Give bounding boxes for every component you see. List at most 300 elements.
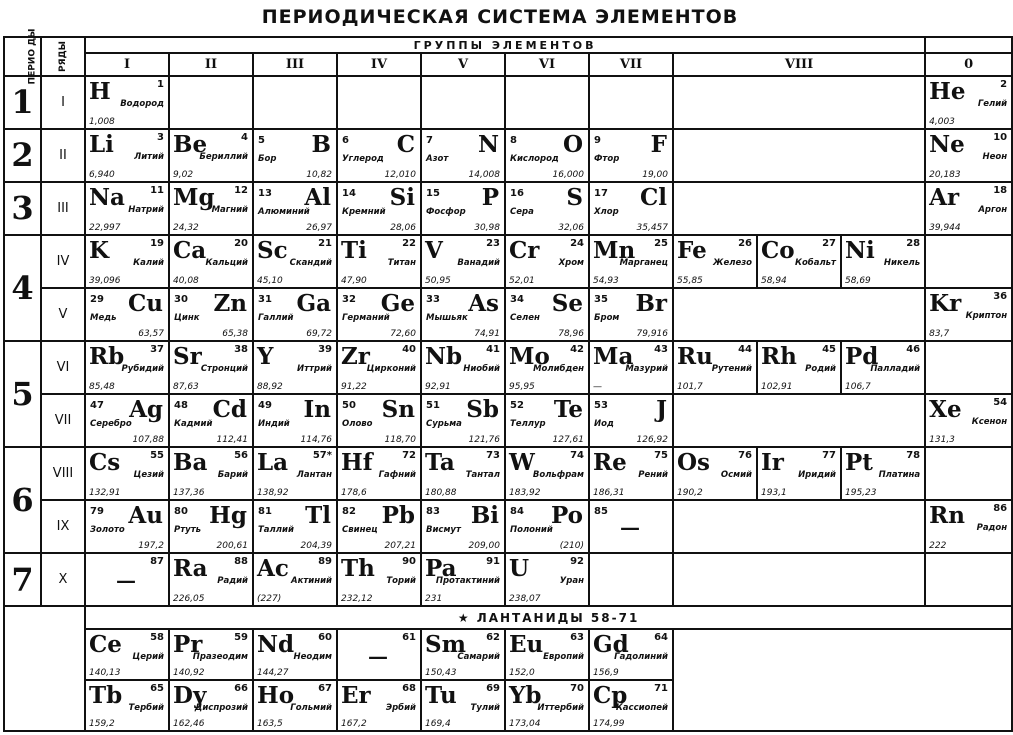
atomic-number: 78 [906,450,921,462]
element-name: Мышьяк [426,313,468,324]
element-name: Кадмий [174,419,213,430]
element-cell [337,129,421,182]
periods-header: ПЕРИО ДЫ [4,37,41,76]
element-symbol: Os [677,449,710,477]
element-cell [505,447,589,500]
element-symbol: Gd [593,630,629,658]
atomic-mass: 102,91 [761,382,793,393]
atomic-mass: 22,997 [89,222,121,233]
atomic-number: 44 [738,344,752,356]
element-cell [85,447,169,500]
element-cell [169,129,253,182]
atomic-number: 71 [654,682,668,694]
element-name: Диспрозий [194,702,248,713]
element-cell [85,553,169,606]
atomic-number: 49 [258,400,272,412]
element-cell [925,129,1012,182]
element-name: Медь [90,313,117,324]
atomic-mass: 12,010 [384,169,416,180]
element-cell [421,129,505,182]
element-symbol: Ce [89,630,122,658]
atomic-number: 70 [570,682,584,694]
element-cell [169,341,253,394]
atomic-mass: 132,91 [89,488,121,499]
element-symbol: Pr [173,630,203,658]
atomic-number: 56 [234,450,248,462]
atomic-number: 68 [402,682,416,694]
atomic-number: 81 [258,506,272,518]
atomic-mass: 126,92 [636,435,668,446]
row-number: IV [41,235,85,288]
group-header: I [85,53,169,75]
element-name: Ванадий [457,257,500,268]
atomic-mass: 79,916 [636,329,668,340]
atomic-number: 28 [906,237,921,249]
element-symbol: Mg [173,183,215,211]
element-name: Марганец [619,257,668,268]
element-symbol: Eu [509,630,544,658]
atomic-mass: 118,70 [384,435,416,446]
element-name: Цирконий [366,364,416,375]
element-cell [925,500,1012,553]
element-cell [337,447,421,500]
groups-title: ГРУППЫ ЭЛЕМЕНТОВ [85,37,925,53]
atomic-number: 51 [426,400,440,412]
element-name: Тербий [128,702,164,713]
atomic-number: 7 [426,134,433,146]
element-cell [253,182,337,235]
element-symbol: Hg [209,502,247,530]
element-symbol: Cr [509,236,540,264]
element-name: Осмий [720,470,752,481]
atomic-number: 8 [510,134,517,146]
atomic-mass: 169,4 [425,719,451,729]
atomic-number: 80 [174,506,188,518]
element-symbol: In [303,396,331,424]
atomic-mass: 16,000 [552,169,584,180]
element-name: Германий [342,313,390,324]
element-name: Магний [211,204,248,215]
element-symbol: Ge [380,290,415,318]
element-symbol: Ca [173,236,207,264]
atomic-number: 84 [510,506,524,518]
element-symbol: Tl [305,502,331,530]
element-cell [337,394,421,447]
element-cell [925,182,1012,235]
atomic-number: 77 [822,450,836,462]
atomic-mass: 152,0 [509,667,535,678]
element-cell [85,235,169,288]
element-name: Тантал [465,470,500,481]
atomic-number: 87 [150,556,164,568]
group-header: VI [505,53,589,75]
atomic-number: 27 [822,237,836,249]
atomic-mass: 173,04 [509,719,541,729]
element-cell [841,447,925,500]
element-name: Ртуть [174,525,201,536]
atomic-mass: 26,97 [306,222,332,233]
element-symbol: W [509,449,535,477]
element-name: Фосфор [426,206,466,217]
atomic-mass: 238,07 [509,594,541,605]
element-cell [337,288,421,341]
element-name: Гольмий [290,702,332,713]
atomic-number: 37 [150,344,164,356]
element-symbol: Ag [129,396,163,424]
element-cell [757,235,841,288]
element-cell [337,182,421,235]
atomic-number: 52 [510,400,524,412]
atomic-number: 41 [486,344,500,356]
atomic-mass: 144,27 [257,667,289,678]
atomic-mass: 231 [425,594,443,605]
element-name: Молибден [533,364,584,375]
atomic-mass: 112,41 [216,435,248,446]
atomic-mass: 137,36 [173,488,205,499]
atomic-mass: 150,43 [425,667,457,678]
element-name: Ниобий [463,364,500,375]
element-name: Гафний [378,470,416,481]
element-symbol: Xe [929,396,962,424]
element-name: Кобальт [795,257,836,268]
atomic-number: 3 [157,131,164,143]
element-cell [421,553,505,606]
element-cell [505,235,589,288]
element-name: Иод [594,419,614,430]
element-cell [169,553,253,606]
element-name: Свинец [342,525,378,536]
atomic-number: 82 [342,506,356,518]
element-name: Литий [134,151,164,162]
atomic-mass: 1,008 [89,116,115,127]
atomic-number: 1 [157,78,164,90]
element-symbol: Zr [341,343,370,371]
element-name: Гелий [977,98,1008,109]
element-name: Серебро [90,419,132,430]
element-cell [505,680,589,731]
element-symbol: Ir [761,449,784,477]
atomic-number: 89 [318,556,332,568]
element-cell [421,500,505,553]
element-symbol: Rn [929,502,965,530]
atomic-mass: 162,46 [173,719,205,729]
element-symbol: As [468,290,499,318]
row-number: VIII [41,447,85,500]
element-name: Кальций [205,257,248,268]
element-symbol: Na [89,183,125,211]
atomic-mass: — [593,382,602,393]
element-name: Селен [510,313,540,324]
atomic-number: 35 [594,294,608,306]
element-symbol: Kr [929,290,962,318]
element-cell [85,500,169,553]
atomic-mass: 63,57 [138,329,164,340]
element-name: Рений [638,470,668,481]
element-symbol: Cp [593,681,628,709]
element-name: Золото [90,525,125,536]
element-symbol: J [656,396,667,424]
atomic-number: 30 [174,294,188,306]
atomic-number: 65 [150,682,164,694]
element-cell [337,629,421,680]
element-symbol: Zn [213,290,247,318]
element-symbol: Cd [212,396,247,424]
element-name: Родий [805,364,836,375]
group-header: VII [589,53,673,75]
element-cell [505,288,589,341]
atomic-mass: (210) [559,541,584,552]
element-cell [85,129,169,182]
element-name: Бор [258,153,277,164]
atomic-number: 59 [234,631,248,643]
element-symbol: Cu [127,290,163,318]
element-cell [253,129,337,182]
group-header: V [421,53,505,75]
element-cell [505,553,589,606]
element-symbol: Po [550,502,583,530]
atomic-mass: 4,003 [929,116,955,127]
element-name: Рутений [711,364,752,375]
element-symbol: Co [761,236,795,264]
element-symbol: U [509,555,530,583]
period-number: 4 [4,235,41,341]
element-name: Европий [543,651,584,662]
element-cell [85,288,169,341]
element-symbol: He [929,77,966,105]
atomic-number: 50 [342,400,356,412]
atomic-number: 13 [258,187,272,199]
atomic-mass: 195,23 [845,488,877,499]
atomic-mass: 72,60 [390,329,416,340]
atomic-number: 9 [594,134,601,146]
element-name: Уран [559,576,584,587]
element-cell [505,129,589,182]
element-cell [253,235,337,288]
atomic-number: 69 [486,682,500,694]
element-cell [505,629,589,680]
element-symbol: Sb [466,396,499,424]
element-name: Сера [510,206,534,217]
element-name: Азот [426,153,449,164]
atomic-number: 61 [402,631,416,643]
element-name: Бериллий [199,151,248,162]
atomic-number: 48 [174,400,188,412]
element-symbol: Nd [257,630,295,658]
element-cell [505,500,589,553]
element-cell [421,680,505,731]
element-symbol: Mo [509,343,550,371]
element-name: Торий [386,576,416,587]
element-cell [85,680,169,731]
element-symbol: Sc [257,236,288,264]
element-symbol: Pa [425,555,457,583]
element-cell [589,500,673,553]
element-symbol: Bi [470,502,499,530]
element-name: Углерод [342,153,384,164]
element-cell [85,341,169,394]
element-cell [673,341,757,394]
element-cell [337,235,421,288]
element-name: Тулий [470,702,500,713]
element-symbol: Ti [341,236,367,264]
element-cell [421,341,505,394]
element-cell [253,288,337,341]
element-name: Алюминий [258,206,310,217]
element-symbol: Te [553,396,583,424]
atomic-number: 17 [594,187,608,199]
atomic-mass: 39,096 [89,276,121,287]
atomic-number: 5 [258,134,265,146]
element-symbol: Cl [639,183,667,211]
atomic-number: 66 [234,682,248,694]
element-name: Протактиний [435,576,500,587]
element-symbol: Se [551,290,583,318]
atomic-number: 20 [234,237,248,249]
atomic-mass: 204,39 [300,541,332,552]
element-cell [925,394,1012,447]
element-name: Лантан [296,470,332,481]
atomic-mass: 35,457 [636,222,668,233]
atomic-mass: 183,92 [509,488,541,499]
element-cell [169,394,253,447]
atomic-mass: 9,02 [173,169,194,180]
element-cell [337,500,421,553]
atomic-number: 29 [90,294,104,306]
element-cell [169,235,253,288]
element-name: Никель [883,257,921,268]
atomic-mass: 232,12 [341,594,373,605]
atomic-number: 32 [342,294,356,306]
element-symbol: Mn [593,236,636,264]
element-cell [925,76,1012,129]
element-symbol: K [89,236,109,264]
element-cell [253,341,337,394]
atomic-mass: 167,2 [341,719,367,729]
atomic-number: 63 [570,631,584,643]
element-name: Барий [217,470,248,481]
element-cell [757,447,841,500]
atomic-number: 22 [402,237,416,249]
atomic-mass: 200,61 [216,541,248,552]
rows-header: РЯДЫ [41,37,85,76]
element-symbol: Sm [425,630,466,658]
element-symbol: Ba [173,449,208,477]
element-cell [169,680,253,731]
atomic-number: 75 [654,450,668,462]
element-cell [673,447,757,500]
element-name: Бром [594,313,620,324]
element-cell [589,341,673,394]
atomic-number: 26 [738,237,752,249]
element-cell [925,288,1012,341]
element-symbol: Ga [296,290,331,318]
element-symbol: Ma [593,343,634,371]
element-symbol: B [311,130,331,158]
element-cell [589,129,673,182]
atomic-number: 31 [258,294,272,306]
atomic-mass: 54,93 [593,276,619,287]
atomic-number: 23 [486,237,500,249]
atomic-number: 43 [654,344,668,356]
element-cell [421,629,505,680]
element-name: Водород [120,98,164,109]
element-symbol: Al [304,183,331,211]
atomic-number: 88 [234,556,248,568]
element-symbol: Ta [425,449,455,477]
atomic-mass: 92,91 [425,382,451,393]
element-cell [673,235,757,288]
element-symbol: Ni [845,236,875,264]
atomic-mass: 20,183 [929,169,961,180]
element-name: Стронций [200,364,248,375]
atomic-number: 39 [318,344,332,356]
element-symbol: Tu [425,681,457,709]
element-placeholder-dash: — [620,515,640,540]
element-name: Кассиопей [615,702,668,713]
element-name: Криптон [965,311,1008,322]
element-cell [337,680,421,731]
atomic-number: 73 [486,450,500,462]
atomic-mass: 101,7 [677,382,703,393]
element-symbol: Li [89,130,114,158]
atomic-number: 18 [993,184,1008,196]
atomic-mass: 45,10 [257,276,283,287]
element-name: Таллий [258,525,294,536]
atomic-number: 60 [318,631,332,643]
atomic-mass: 58,69 [845,276,871,287]
lanthanides-title: ★ ЛАНТАНИДЫ 58-71 [85,606,1012,628]
atomic-number: 74 [570,450,584,462]
element-symbol: Pt [845,449,873,477]
atomic-mass: 121,76 [468,435,500,446]
atomic-number: 46 [906,344,921,356]
atomic-number: 58 [150,631,164,643]
element-cell [169,500,253,553]
element-cell [85,76,169,129]
atomic-mass: 65,38 [222,329,248,340]
element-cell [589,629,673,680]
atomic-mass: 209,00 [468,541,500,552]
atomic-mass: 91,22 [341,382,367,393]
element-symbol: N [477,130,499,158]
element-name: Цинк [174,313,200,324]
element-name: Олово [342,419,373,430]
element-symbol: Ac [257,555,289,583]
group-header: IV [337,53,421,75]
element-cell [421,235,505,288]
element-symbol: Rh [761,343,797,371]
element-cell [421,182,505,235]
atomic-mass: 30,98 [474,222,500,233]
atomic-mass: 180,88 [425,488,457,499]
element-name: Мазурий [625,364,668,375]
element-name: Вольфрам [532,470,584,481]
atomic-mass: 159,2 [89,719,115,729]
atomic-mass: 14,008 [468,169,500,180]
atomic-mass: 95,95 [509,382,535,393]
atomic-mass: 140,92 [173,667,205,678]
atomic-mass: 178,6 [341,488,367,499]
group-header: II [169,53,253,75]
atomic-number: 19 [150,237,164,249]
atomic-number: 21 [318,237,332,249]
element-symbol: Ra [173,555,208,583]
element-cell [169,182,253,235]
period-number: 2 [4,129,41,182]
element-cell [841,235,925,288]
element-name: Калий [133,257,164,268]
element-placeholder-dash: — [368,643,388,668]
